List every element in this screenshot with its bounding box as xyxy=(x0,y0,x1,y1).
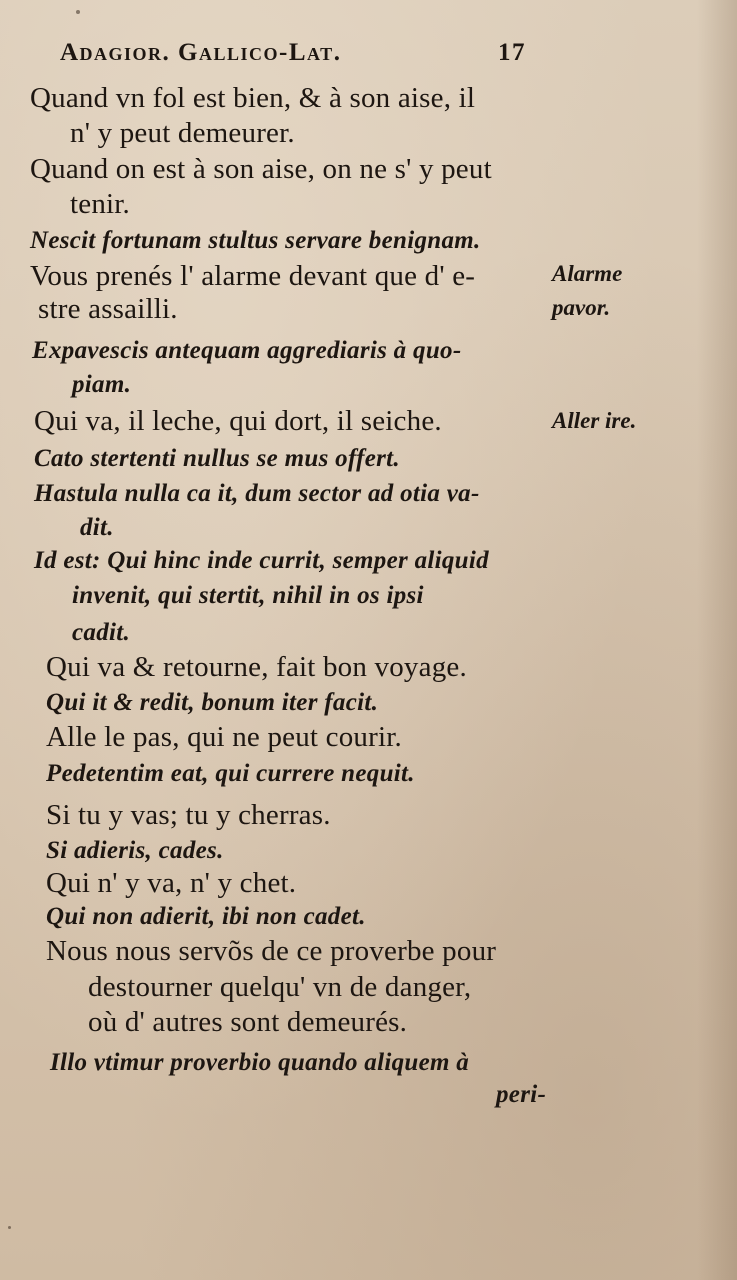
text-line: n' y peut demeurer. xyxy=(70,117,295,149)
text-line: Qui n' y va, n' y chet. xyxy=(46,867,297,899)
text-line: Nous nous servõs de ce proverbe pour xyxy=(46,935,497,967)
latin-line: dit. xyxy=(80,514,114,541)
margin-note: Aller ire. xyxy=(552,408,637,433)
text-line: stre assailli. xyxy=(38,293,178,325)
page-edge-shadow xyxy=(697,0,737,1280)
latin-line: Qui it & redit, bonum iter facit. xyxy=(46,689,379,716)
running-title: Adagior. Gallico-Lat. xyxy=(60,39,342,66)
latin-line: piam. xyxy=(72,371,132,398)
margin-note: pavor. xyxy=(552,295,611,320)
margin-note: Alarme xyxy=(552,261,623,286)
latin-line: Expavescis antequam aggrediaris à quo- xyxy=(32,337,462,364)
latin-line: invenit, qui stertit, nihil in os ipsi xyxy=(72,582,424,609)
catchword: peri- xyxy=(496,1081,547,1108)
ink-speck xyxy=(76,10,80,14)
latin-line: Illo vtimur proverbio quando aliquem à xyxy=(50,1049,470,1076)
text-line: Quand vn fol est bien, & à son aise, il xyxy=(30,82,476,114)
ink-speck xyxy=(8,1226,11,1229)
text-line: où d' autres sont demeurés. xyxy=(88,1006,408,1038)
text-line: Si tu y vas; tu y cherras. xyxy=(46,799,331,831)
latin-line: Hastula nulla ca it, dum sector ad otia va- xyxy=(34,480,480,507)
text-line: Vous prenés l' alarme devant que d' e- xyxy=(30,260,476,292)
latin-line: Id est: Qui hinc inde currit, semper aliquid xyxy=(34,547,489,574)
latin-line: Pedetentim eat, qui currere nequit. xyxy=(46,760,415,787)
latin-line: Si adieris, cades. xyxy=(46,837,224,864)
text-line: tenir. xyxy=(70,188,130,220)
latin-line: Cato stertenti nullus se mus offert. xyxy=(34,445,400,472)
page-number: 17 xyxy=(498,39,526,66)
text-line: Alle le pas, qui ne peut courir. xyxy=(46,721,402,753)
latin-line: Nescit fortunam stultus servare benignam. xyxy=(30,227,481,254)
text-line: destourner quelqu' vn de danger, xyxy=(88,971,472,1003)
text-line: Qui va, il leche, qui dort, il seiche. xyxy=(34,405,442,437)
latin-line: cadit. xyxy=(72,619,131,646)
text-line: Qui va & retourne, fait bon voyage. xyxy=(46,651,467,683)
latin-line: Qui non adierit, ibi non cadet. xyxy=(46,903,366,930)
text-line: Quand on est à son aise, on ne s' y peut xyxy=(30,153,492,185)
